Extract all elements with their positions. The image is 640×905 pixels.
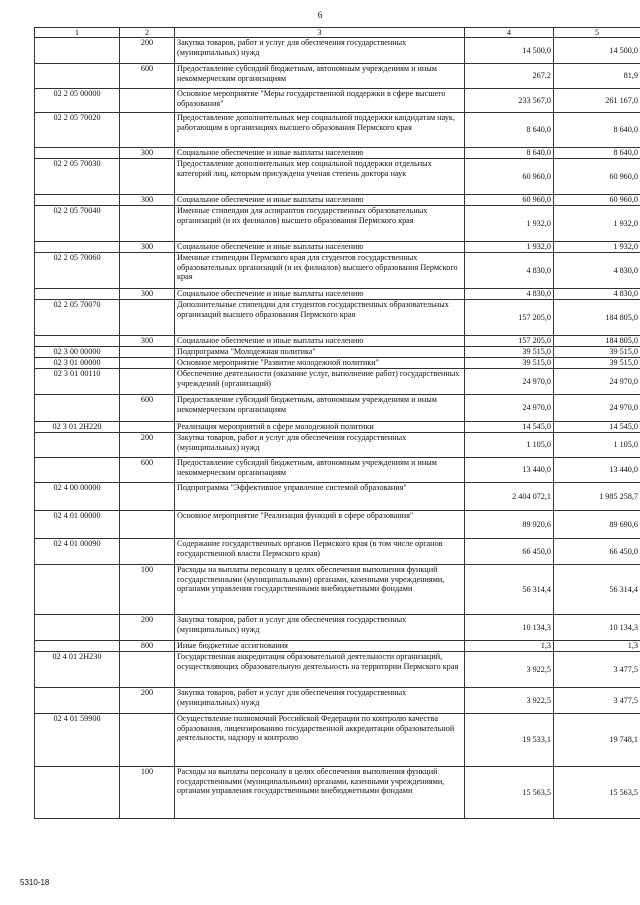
table-row [35,433,640,458]
document-footer-code: 5310-18 [20,878,50,887]
row-value-1: 233 567,0 [465,89,554,113]
row-value-1: 56 314,4 [465,565,554,615]
row-value-2: 15 563,5 [554,767,640,819]
row-value-2: 39 515,0 [554,358,640,369]
row-code [35,195,120,206]
row-code: 02 4 01 59900 [35,714,120,767]
table-row [35,369,640,395]
row-name: Закупка товаров, работ и услуг для обеспечения государственных (муниципальных) нужд [175,688,465,714]
table-row [35,64,640,89]
row-expense-type [120,483,175,511]
row-expense-type [120,539,175,565]
row-code [35,289,120,300]
row-value-1: 2 404 072,1 [465,483,554,511]
table-row [35,242,640,253]
row-code [35,336,120,347]
row-value-2: 19 748,1 [554,714,640,767]
table-row [35,511,640,539]
row-code [35,641,120,652]
row-value-1: 4 830,0 [465,289,554,300]
row-expense-type: 200 [120,688,175,714]
row-value-2: 60 960,0 [554,159,640,195]
row-expense-type [120,358,175,369]
table-row [35,767,640,819]
row-value-2: 1 932,0 [554,242,640,253]
row-value-1: 13 440,0 [465,458,554,483]
row-expense-type: 300 [120,242,175,253]
row-expense-type: 100 [120,565,175,615]
table-row [35,688,640,714]
row-value-2: 81,9 [554,64,640,89]
row-value-1: 1 105,0 [465,433,554,458]
row-code: 02 4 01 00000 [35,511,120,539]
row-expense-type: 300 [120,336,175,347]
header-col-2: 2 [120,28,175,38]
row-value-2: 261 167,0 [554,89,640,113]
row-code: 02 3 01 2Н220 [35,422,120,433]
row-code: 02 2 05 70060 [35,253,120,289]
row-name: Социальное обеспечение и иные выплаты населению [175,336,465,347]
row-name: Основное мероприятие "Реализация функций в сфере образования" [175,511,465,539]
row-expense-type [120,511,175,539]
row-name: Именные стипендии Пермского края для студентов государственных образовательных организаций (и их филиалов) высшего образования Пермского края [175,253,465,289]
row-value-1: 157 205,0 [465,336,554,347]
row-value-1: 39 515,0 [465,358,554,369]
row-value-2: 39 515,0 [554,347,640,358]
row-value-2: 8 640,0 [554,113,640,148]
row-value-1: 19 533,1 [465,714,554,767]
row-value-1: 89 920,6 [465,511,554,539]
row-value-1: 15 563,5 [465,767,554,819]
row-code: 02 2 05 70030 [35,159,120,195]
row-value-1: 60 960,0 [465,159,554,195]
row-expense-type: 100 [120,767,175,819]
table-row [35,395,640,422]
table-row [35,358,640,369]
row-expense-type: 200 [120,615,175,641]
row-code: 02 3 00 00000 [35,347,120,358]
row-value-2: 14 500,0 [554,38,640,64]
row-name: Предоставление субсидий бюджетным, автономным учреждениям и иным некоммерческим организациям [175,395,465,422]
row-name: Социальное обеспечение и иные выплаты населению [175,195,465,206]
row-expense-type: 200 [120,38,175,64]
row-value-1: 3 922,5 [465,652,554,688]
row-value-2: 1 932,0 [554,206,640,242]
row-expense-type: 200 [120,433,175,458]
row-value-1: 60 960,0 [465,195,554,206]
row-name: Дополнительные стипендии для студентов государственных образовательных организаций высшего образования Пермского края [175,300,465,336]
row-name: Предоставление субсидий бюджетным, автономным учреждениям и иным некоммерческим организациям [175,64,465,89]
row-expense-type [120,113,175,148]
row-value-2: 1,3 [554,641,640,652]
row-value-2: 24 970,0 [554,369,640,395]
row-value-2: 8 640,0 [554,148,640,159]
table-row [35,483,640,511]
row-name: Подпрограмма "Эффективное управление системой образования" [175,483,465,511]
row-code [35,148,120,159]
row-value-1: 8 640,0 [465,113,554,148]
row-code: 02 2 05 70020 [35,113,120,148]
row-name: Социальное обеспечение и иные выплаты населению [175,148,465,159]
table-body [35,28,640,819]
row-name: Закупка товаров, работ и услуг для обеспечения государственных (муниципальных) нужд [175,615,465,641]
row-value-1: 14 545,0 [465,422,554,433]
row-value-1: 8 640,0 [465,148,554,159]
row-name: Социальное обеспечение и иные выплаты населению [175,242,465,253]
row-expense-type: 300 [120,148,175,159]
row-name: Подпрограмма "Молодежная политика" [175,347,465,358]
row-value-2: 1 985 258,7 [554,483,640,511]
row-expense-type [120,300,175,336]
table-row [35,652,640,688]
table-row [35,336,640,347]
table-row [35,300,640,336]
row-value-2: 24 970,0 [554,395,640,422]
row-value-2: 184 805,0 [554,336,640,347]
row-value-1: 157 205,0 [465,300,554,336]
row-value-2: 60 960,0 [554,195,640,206]
row-name: Обеспечение деятельности (оказание услуг, выполнение работ) государственных учреждений (организаций) [175,369,465,395]
table-row [35,422,640,433]
row-expense-type [120,652,175,688]
row-value-2: 14 545,0 [554,422,640,433]
row-value-1: 1 932,0 [465,206,554,242]
row-value-2: 13 440,0 [554,458,640,483]
header-col-3: 3 [175,28,465,38]
row-expense-type: 600 [120,395,175,422]
row-expense-type: 300 [120,289,175,300]
header-col-1: 1 [35,28,120,38]
row-expense-type: 800 [120,641,175,652]
row-name: Государственная аккредитация образовательной деятельности организаций, осуществляющих образовательную деятельность на территории Пермского края [175,652,465,688]
row-code [35,688,120,714]
row-expense-type [120,347,175,358]
row-name: Реализация мероприятий в сфере молодежной политики [175,422,465,433]
row-name: Расходы на выплаты персоналу в целях обеспечения выполнения функций государственными (муниципальными) органами, казенными учреждениями, органами управления государственными внебюджетными фондами [175,565,465,615]
table-row [35,641,640,652]
row-code: 02 3 01 00000 [35,358,120,369]
row-value-1: 14 500,0 [465,38,554,64]
table-row [35,615,640,641]
row-value-2: 10 134,3 [554,615,640,641]
row-value-1: 4 830,0 [465,253,554,289]
budget-table [34,27,640,819]
table-row [35,206,640,242]
row-value-2: 3 477,5 [554,688,640,714]
row-value-2: 4 830,0 [554,253,640,289]
row-code [35,64,120,89]
row-expense-type: 600 [120,458,175,483]
row-code: 02 2 05 00000 [35,89,120,113]
row-name: Расходы на выплаты персоналу в целях обеспечения выполнения функций государственными (муниципальными) органами, казенными учреждениями, органами управления государственными внебюджетными фондами [175,767,465,819]
row-code [35,242,120,253]
row-name: Закупка товаров, работ и услуг для обеспечения государственных (муниципальных) нужд [175,38,465,64]
row-code [35,767,120,819]
header-col-4: 4 [465,28,554,38]
row-name: Социальное обеспечение и иные выплаты населению [175,289,465,300]
row-name: Предоставление дополнительных мер социальной поддержки кандидатам наук, работающим в организациях высшего образования Пермского края [175,113,465,148]
row-expense-type [120,206,175,242]
row-code: 02 3 01 00110 [35,369,120,395]
row-code [35,395,120,422]
row-name: Предоставление дополнительных мер социальной поддержки отдельных категорий лиц, которым присуждена ученая степень доктора наук [175,159,465,195]
row-code [35,615,120,641]
row-name: Иные бюджетные ассигнования [175,641,465,652]
row-expense-type [120,89,175,113]
row-name: Основное мероприятие "Развитие молодежной политики" [175,358,465,369]
table-row [35,714,640,767]
table-row [35,195,640,206]
row-value-2: 4 830,0 [554,289,640,300]
row-name: Именные стипендии для аспирантов государственных образовательных организаций (и их филиалов) высшего образования Пермского края [175,206,465,242]
row-code: 02 4 01 00090 [35,539,120,565]
table-row [35,289,640,300]
table-row [35,253,640,289]
row-value-1: 3 922,5 [465,688,554,714]
row-code: 02 2 05 70070 [35,300,120,336]
row-value-1: 1 932,0 [465,242,554,253]
row-code: 02 4 01 2Н230 [35,652,120,688]
row-name: Содержание государственных органов Пермского края (в том числе органов государственной власти Пермского края) [175,539,465,565]
row-expense-type [120,253,175,289]
row-value-1: 10 134,3 [465,615,554,641]
row-value-2: 89 690,6 [554,511,640,539]
row-code [35,458,120,483]
row-value-2: 3 477,5 [554,652,640,688]
row-value-2: 56 314,4 [554,565,640,615]
table-row [35,347,640,358]
row-value-1: 24 970,0 [465,369,554,395]
table-row [35,565,640,615]
table-row [35,113,640,148]
row-code: 02 2 05 70040 [35,206,120,242]
row-value-2: 184 805,0 [554,300,640,336]
row-code [35,565,120,615]
row-expense-type [120,422,175,433]
row-value-1: 24 970,0 [465,395,554,422]
row-value-1: 1,3 [465,641,554,652]
row-value-2: 1 105,0 [554,433,640,458]
row-value-2: 66 450,0 [554,539,640,565]
row-name: Осуществление полномочий Российской Федерации по контролю качества образования, лицензированию государственной аккредитации образовательной деятельности, надзору и контролю [175,714,465,767]
table-row [35,539,640,565]
page-number: 6 [317,10,323,20]
table-row [35,89,640,113]
table-row [35,458,640,483]
row-name: Основное мероприятие "Меры государственной поддержки в сфере высшего образования" [175,89,465,113]
row-name: Закупка товаров, работ и услуг для обеспечения государственных (муниципальных) нужд [175,433,465,458]
row-value-1: 267,2 [465,64,554,89]
row-expense-type [120,369,175,395]
row-value-1: 39 515,0 [465,347,554,358]
row-code [35,433,120,458]
row-expense-type: 300 [120,195,175,206]
row-expense-type: 600 [120,64,175,89]
table-header-row [35,28,640,38]
table-row [35,148,640,159]
row-name: Предоставление субсидий бюджетным, автономным учреждениям и иным некоммерческим организациям [175,458,465,483]
row-expense-type [120,159,175,195]
row-value-1: 66 450,0 [465,539,554,565]
header-col-5: 5 [554,28,640,38]
table-row [35,38,640,64]
row-code [35,38,120,64]
row-code: 02 4 00 00000 [35,483,120,511]
row-expense-type [120,714,175,767]
table-row [35,159,640,195]
